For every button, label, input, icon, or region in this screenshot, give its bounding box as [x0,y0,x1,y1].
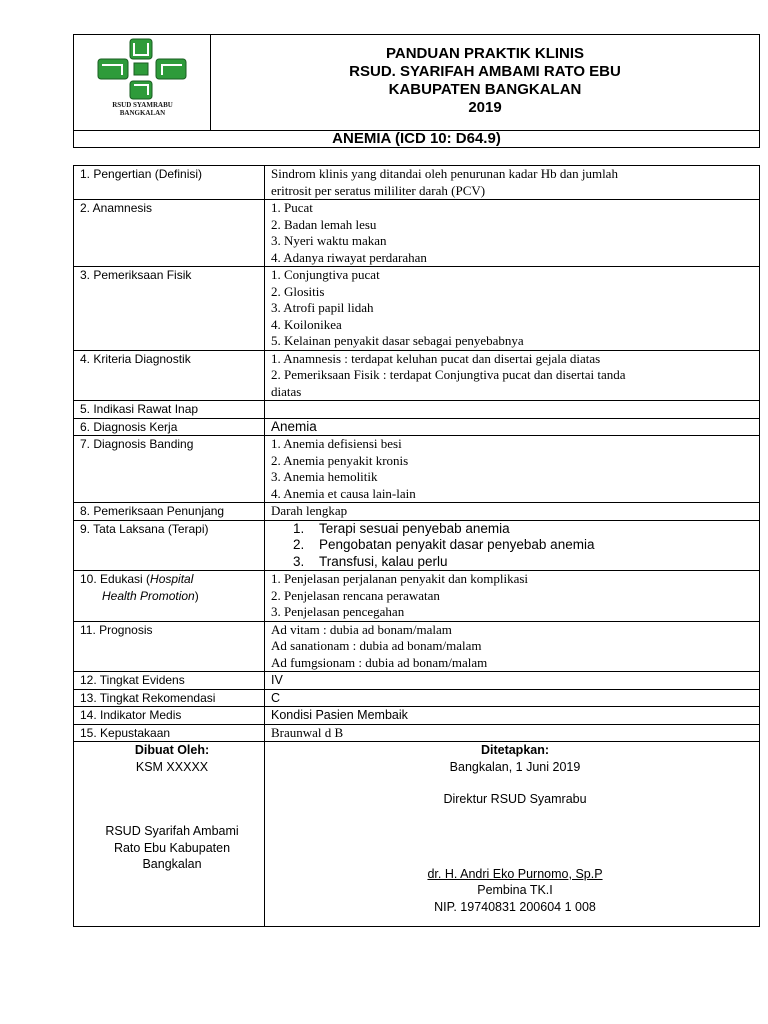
signatory-name: dr. H. Andri Eko Purnomo, Sp.P [427,866,603,881]
row-label: 2. Anamnesis [74,200,265,267]
signature-row [74,742,760,927]
content-line: 2. Glositis [271,283,325,299]
label-italic: Health Promotion [102,588,195,603]
content-line: 2. Anemia penyakit kronis [271,452,409,468]
table-row [74,267,760,351]
label-text: 10. Edukasi ( [80,572,151,586]
list-number: 3. [293,553,305,569]
signature-org-line: RSUD Syarifah Ambami [105,824,239,838]
table-row [74,672,760,690]
list-number: 2. [293,537,305,552]
content-line: 4. Anemia et causa lain-lain [271,485,416,501]
clinical-guideline-table [73,165,760,927]
signature-date: Bangkalan, 1 Juni 2019 [449,759,581,774]
row-content [265,571,760,622]
hospital-logo-icon [94,35,190,101]
row-content [265,621,760,672]
list-text: Transfusi, kalau perlu [319,553,448,569]
content-line: IV [271,673,283,687]
content-line: C [271,690,281,705]
signature-heading: Ditetapkan: [480,743,550,757]
content-line: 1. Pucat [271,200,313,215]
content-line: 1. Anamnesis : terdapat keluhan pucat dan disertai gejala diatas [271,350,601,366]
table-row [74,418,760,436]
row-label: 13. Tingkat Rekomendasi [74,689,265,707]
content-line: 3. Nyeri waktu makan [271,233,387,248]
signatory-nip: NIP. 19740831 200604 1 008 [434,899,596,914]
table-row [74,166,760,200]
row-content [265,724,760,742]
content-line: Kondisi Pasien Membaik [271,708,408,722]
row-content [265,350,760,401]
table-row [74,724,760,742]
content-line: Anemia [271,418,317,434]
list-text: Terapi sesuai penyebab anemia [319,520,510,536]
content-line: Darah lengkap [271,503,348,518]
table-row [74,520,760,571]
row-content [265,689,760,707]
row-label: 14. Indikator Medis [74,707,265,725]
row-label: 4. Kriteria Diagnostik [74,350,265,401]
content-line: 1. Penjelasan perjalanan penyakit dan komplikasi [271,571,529,586]
row-label: 12. Tingkat Evidens [74,672,265,690]
label-text: ) [194,588,199,603]
row-label: 8. Pemeriksaan Penunjang [74,503,265,521]
row-content [265,707,760,725]
content-line: 2. Badan lemah lesu [271,216,377,232]
list-item [271,537,759,554]
table-row [74,621,760,672]
table-row [74,707,760,725]
row-content [265,401,760,419]
list-item [271,521,759,538]
content-line: 1. Anemia defisiensi besi [271,436,402,451]
signature-org-line: Bangkalan [142,857,202,871]
content-line: Ad sanationam : dubia ad bonam/malam [271,638,482,653]
label-italic: Hospital [150,572,194,586]
logo-caption-line: BANGKALAN [119,109,166,117]
row-label: 1. Pengertian (Definisi) [74,166,265,200]
content-line: 3. Atrofi papil lidah [271,300,374,315]
signatory-rank: Pembina TK.I [477,883,553,897]
row-label: 15. Kepustakaan [74,724,265,742]
page-title [211,35,759,130]
row-label [74,571,265,622]
title-line: 2019 [468,99,502,116]
title-line: KABUPATEN BANGKALAN [388,81,582,98]
content-line: 2. Pemeriksaan Fisik : terdapat Conjungtiva pucat dan disertai tanda [271,367,626,382]
content-line: Braunwal d B [271,724,344,740]
row-content [265,672,760,690]
table-row [74,571,760,622]
signature-org-line: Rato Ebu Kabupaten [113,840,231,855]
row-content [265,436,760,503]
signature-position: Direktur RSUD Syamrabu [443,792,587,806]
list-text: Pengobatan penyakit dasar penyebab anemia [319,537,595,552]
content-line: 4. Adanya riwayat perdarahan [271,249,427,265]
row-content [265,200,760,267]
table-row [74,401,760,419]
row-label: 3. Pemeriksaan Fisik [74,267,265,351]
signature-right [265,742,760,927]
table-row [74,503,760,521]
content-line: 4. Koilonikea [271,316,342,332]
content-line: 3. Anemia hemolitik [271,469,378,484]
row-label: 6. Diagnosis Kerja [74,418,265,436]
logo-cell [74,35,211,130]
logo-caption [74,101,211,117]
signature-heading: Dibuat Oleh: [134,743,210,757]
row-label: 5. Indikasi Rawat Inap [74,401,265,419]
row-label: 11. Prognosis [74,621,265,672]
signature-unit: KSM XXXXX [135,759,209,774]
row-content [265,418,760,436]
content-line: 1. Conjungtiva pucat [271,267,380,282]
table-row [74,350,760,401]
row-content [265,267,760,351]
list-item [271,554,759,571]
row-label: 7. Diagnosis Banding [74,436,265,503]
content-line: eritrosit per seratus mililiter darah (PCV) [271,182,486,198]
title-line: PANDUAN PRAKTIK KLINIS [385,45,585,62]
row-content [265,166,760,200]
content-line: Sindrom klinis yang ditandai oleh penurunan kadar Hb dan jumlah [271,166,618,181]
row-content [265,503,760,521]
disease-title: ANEMIA (ICD 10: D64.9) [332,130,501,147]
logo-caption-line: RSUD SYAMRABU [112,101,173,109]
document-header [73,34,760,148]
signature-left [74,742,265,927]
list-number: 1. [293,520,305,536]
title-line: RSUD. SYARIFAH AMBAMI RATO EBU [349,63,621,80]
content-line: 5. Kelainan penyakit dasar sebagai penyebabnya [271,333,524,348]
table-row [74,200,760,267]
row-label: 9. Tata Laksana (Terapi) [74,520,265,571]
content-line: 3. Penjelasan pencegahan [271,604,405,619]
table-row [74,436,760,503]
table-row [74,689,760,707]
content-line: 2. Penjelasan rencana perawatan [271,587,440,603]
row-content [265,520,760,571]
content-line: Ad vitam : dubia ad bonam/malam [271,621,452,637]
content-line: Ad fumgsionam : dubia ad bonam/malam [271,654,488,670]
content-line: diatas [271,383,302,399]
